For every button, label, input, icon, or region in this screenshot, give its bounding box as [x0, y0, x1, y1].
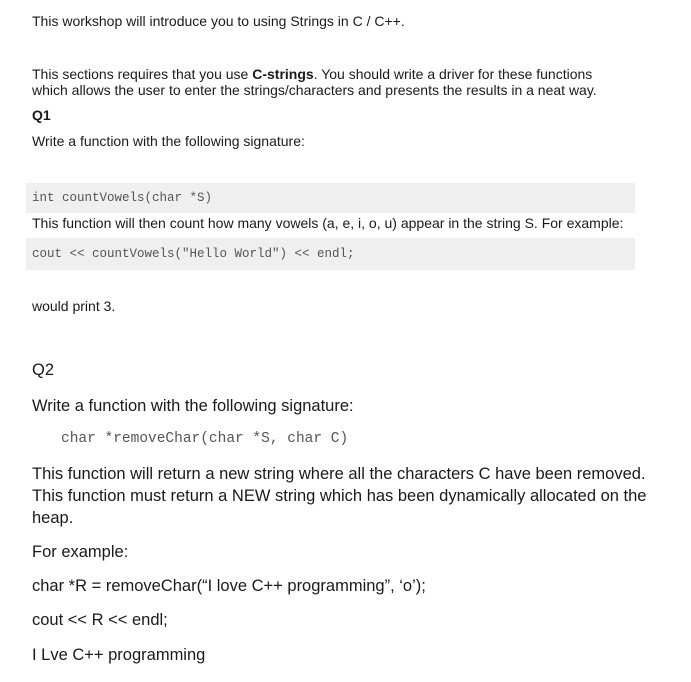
c-strings-emphasis: C-strings	[252, 66, 314, 82]
q2-signature-code: char *removeChar(char *S, char C)	[61, 431, 349, 447]
q1-heading: Q1	[32, 107, 51, 123]
q2-description-line3: heap.	[32, 509, 74, 527]
q2-heading: Q2	[32, 361, 55, 379]
section-text-prefix: This sections requires that you use	[32, 66, 253, 82]
section-text-suffix: . You should write a driver for these functions	[313, 66, 593, 82]
q2-example-line1: char *R = removeChar(“I love C++ programming”, ‘o’);	[32, 577, 426, 595]
section-text-line2: which allows the user to enter the strings/characters and presents the results in a neat way.	[32, 82, 597, 98]
q1-result: would print 3.	[32, 298, 116, 314]
q1-instruction: Write a function with the following signature:	[32, 133, 305, 149]
q2-instruction: Write a function with the following signature:	[32, 397, 354, 415]
q1-signature-code-block	[26, 183, 635, 213]
q1-signature-code: int countVowels(char *S)	[32, 191, 213, 205]
q2-for-example: For example:	[32, 543, 129, 561]
q1-example-code-block	[26, 238, 635, 270]
q1-example-code: cout << countVowels("Hello World") << endl;	[32, 247, 355, 261]
q1-description: This function will then count how many vowels (a, e, i, o, u) appear in the string S. For example:	[32, 215, 624, 231]
q2-description-line2: This function must return a NEW string which has been dynamically allocated on the	[32, 487, 647, 505]
q2-example-line2: cout << R << endl;	[32, 611, 168, 629]
section-text-line1	[32, 66, 592, 82]
q2-example-output: I Lve C++ programming	[32, 646, 206, 664]
intro-text: This workshop will introduce you to using Strings in C / C++.	[32, 13, 405, 29]
q2-description-line1: This function will return a new string where all the characters C have been removed.	[32, 465, 646, 483]
